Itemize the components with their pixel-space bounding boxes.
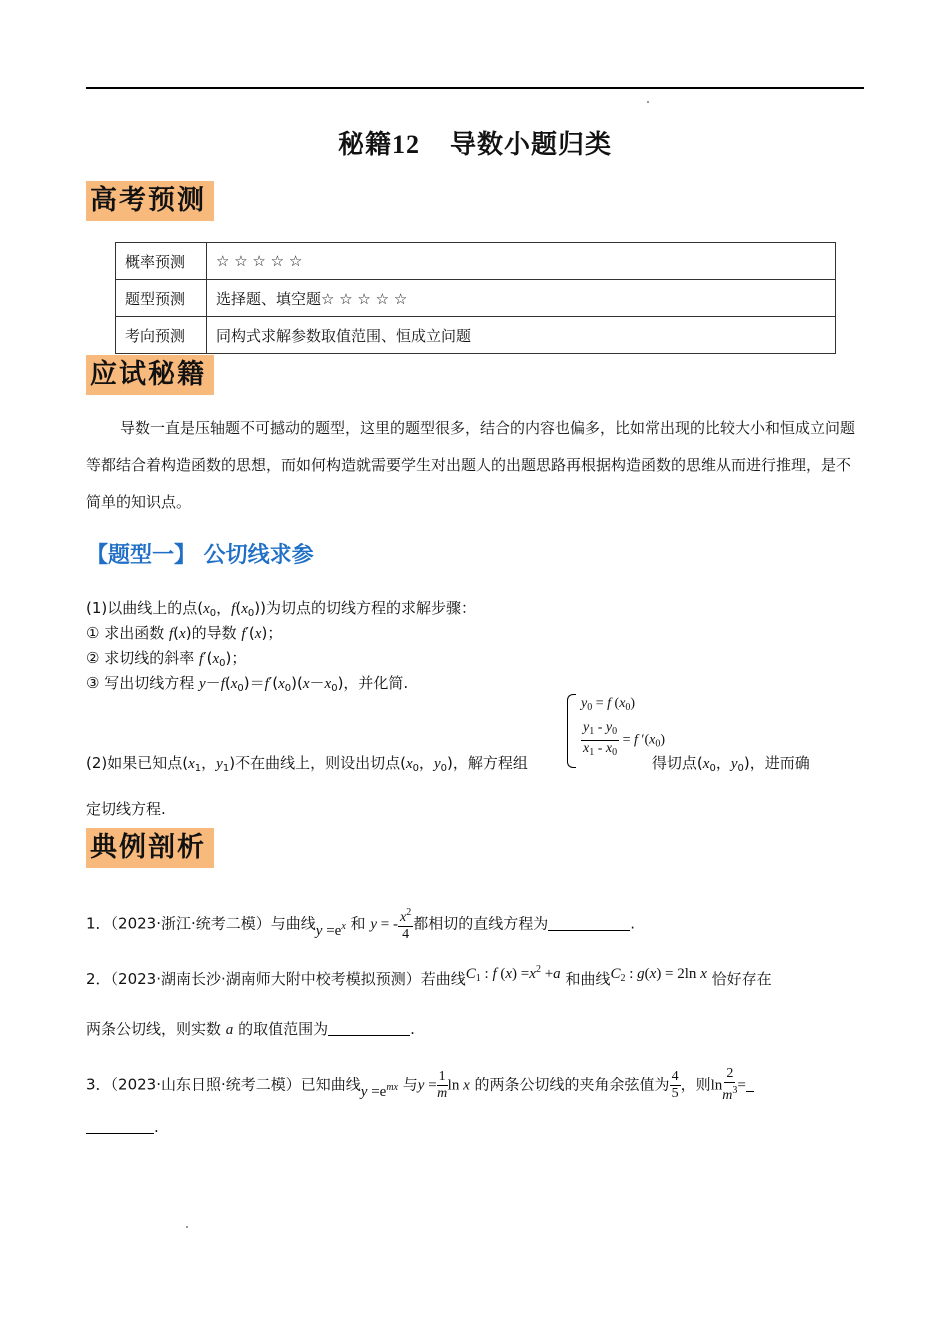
text: (1)以曲线上的点( — [86, 599, 204, 617]
text: 和 — [350, 914, 366, 933]
title-text-b: 导数小题归类 — [450, 130, 613, 160]
problem-2-cont: 两条公切线，则实数 a 的取值范围为 . — [86, 1020, 415, 1038]
table-row — [116, 317, 836, 354]
text: ，并化简. — [343, 674, 409, 692]
text: )，解方程组 — [447, 754, 528, 772]
step-2: ② 求切线的斜率 $f'(x_0)$； — [86, 649, 247, 669]
problem-3: 3．（2023·山东日照·统考二模）已知曲线$y =e^{mx}$ 与y = $\frac{1}{m}$ ln x 的两条公切线的夹角余弦值为 $\frac{4}{5}$ ，则ln $\frac{2}{m^3}$ = — [86, 1066, 754, 1104]
step-intro: (1)以曲线上的点($x_0$，$f(x_0)$)为切点的切线方程的求解步骤： — [86, 599, 476, 619]
row-value: 选择题、填空题☆ ☆ ☆ ☆ ☆ — [207, 280, 836, 317]
banner-secret: 应试秘籍 — [86, 355, 214, 395]
table-row — [116, 280, 836, 317]
text: ③ 写出切线方程 — [86, 674, 195, 692]
title-text-a: 秘籍 — [337, 130, 392, 160]
text: 两条公切线，则实数 — [86, 1020, 222, 1038]
text: 的两条公切线的夹角余弦值为 — [474, 1075, 670, 1094]
row-value: ☆ ☆ ☆ ☆ ☆ — [207, 243, 836, 280]
row-value: 同构式求解参数取值范围、恒成立问题 — [207, 317, 836, 354]
row-key: 题型预测 — [116, 280, 207, 317]
step-3: ③ 写出切线方程 $y-f(x_0)=f'(x_0)(x-x_0)$，并化简. — [86, 674, 409, 694]
text: 3． — [86, 1075, 111, 1094]
problem-3-cont: . — [86, 1118, 159, 1136]
case-2-cont: 定切线方程. — [86, 800, 166, 818]
text: )为切点的切线方程的求解步骤： — [260, 599, 476, 617]
banner-gaokao: 高考预测 — [86, 181, 214, 221]
row-key: 概率预测 — [116, 243, 207, 280]
text: ① 求出函数 — [86, 624, 165, 642]
text: 恰好存在 — [711, 970, 772, 988]
page-title — [0, 124, 950, 161]
text: 2． — [86, 970, 111, 988]
text: （2023·山东日照·统考二模）已知曲线 — [110, 1075, 361, 1094]
text: 得切点( — [651, 754, 703, 772]
banner-examples: 典例剖析 — [86, 828, 214, 868]
prediction-table — [115, 242, 836, 354]
text: )，进而确 — [743, 754, 810, 772]
case-2: (2)如果已知点($x_1$，$y_1$)不在曲线上，则设出切点($x_0$，$y_0$)，解方程组 得切点($x_0$，$y_0$)，进而确 — [86, 754, 810, 774]
text: )不在曲线上，则设出切点( — [229, 754, 406, 772]
intro-paragraph: 导数一直是压轴题不可撼动的题型，这里的题型很多，结合的内容也偏多，比如常出现的比较大小和恒成立问题等都结合着构造函数的思想，而如何构造就需要学生对出题人的出题思路再根据构造函数的思维从而进行推理，是不简单的知识点。 — [86, 419, 856, 511]
text: 和曲线 — [565, 970, 611, 988]
header-rule — [86, 87, 864, 89]
problem-1: 1．（2023·浙江·统考二模）与曲线$y =e^x$ 和 y = - $\frac{x^2}{4}$ 都相切的直线方程为 . — [86, 907, 635, 942]
text: 的取值范围为 — [238, 1020, 329, 1038]
speck — [186, 1226, 188, 1228]
text: （2023·浙江·统考二模）与曲线 — [110, 914, 316, 933]
text: ，则 — [680, 1075, 711, 1094]
text: 与 — [402, 1075, 418, 1094]
text: 的导数 — [191, 624, 237, 642]
title-number: 12 — [392, 130, 420, 159]
step-1: ① 求出函数 f(x)的导数 f′(x)； — [86, 624, 283, 642]
problem-2: 2．（2023·湖南长沙·湖南师大附中校考模拟预测）若曲线$C_1$ : f $(x) =x^2 +a$ 和曲线$C_2$ : g(x) = 2ln x 恰好存在 — [86, 964, 772, 988]
text: （2023·湖南长沙·湖南师大附中校考模拟预测）若曲线 — [110, 970, 466, 988]
text: 都相切的直线方程为 — [413, 914, 549, 933]
table-row — [116, 243, 836, 280]
text: ② 求切线的斜率 — [86, 649, 195, 667]
speck — [647, 101, 649, 103]
text: 1． — [86, 914, 111, 933]
text: (2)如果已知点( — [86, 754, 189, 772]
section-heading: 【题型一】 公切线求参 — [86, 543, 314, 568]
row-key: 考向预测 — [116, 317, 207, 354]
